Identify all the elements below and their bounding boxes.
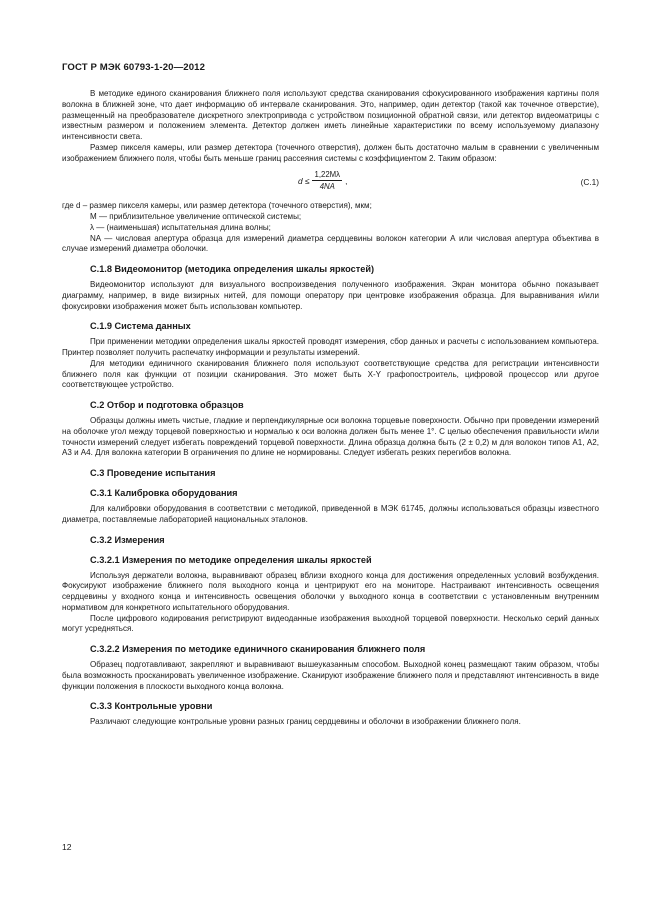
paragraph: Для методики единичного сканирования ближнего поля используют соответствующие средства для регистрации интенсивности ближнего поля как функции от позиции сканирования. Это может быть X-Y графопостроитель, цифровой процессор или другое соответствующее устройство. xyxy=(62,358,599,390)
paragraph: Различают следующие контрольные уровни разных границ сердцевины и оболочки в изображении ближнего поля. xyxy=(90,717,521,727)
paragraph: Для калибровки оборудования в соответствии с методикой, приведенной в МЭК 61745, должны использоваться образцы известного диаметра, поставляемые лабораторией национальных эталонов. xyxy=(62,504,599,524)
section-heading: С.2 Отбор и подготовка образцов xyxy=(90,400,244,410)
formula-denominator: 4NA xyxy=(319,182,335,192)
paragraph: Образец подготавливают, закрепляют и выравнивают вышеуказанным способом. Выходной конец размещают таким образом, чтобы была возможность просканировать увеличенное изображение. Сканируют изображение ближнего поля и представляют интенсивность в виде функции положения в плоскости выходного конца волокна. xyxy=(62,660,599,691)
formula-tail: , xyxy=(345,175,348,186)
paragraph: Размер пикселя камеры, или размер детектора (точечного отверстия), должен быть достаточно малым в сравнении с увеличенным изображением ближнего поля, чтобы быть меньше границ рассеяния системы с коэффициентом 2. Таким образом: xyxy=(62,142,599,163)
section-heading: С.3.2.2 Измерения по методике единичного сканирования ближнего поля xyxy=(90,644,426,654)
paragraph: Используя держатели волокна, выравнивают образец вблизи входного конца для достижения определенных условий возбуждения. Фокусируют изображение ближнего поля выходного конца и центрируют его на мониторе. Настраивают интенсивность освещения сердцевины у входного конца и интенсивность освещения оболочки у выходного конца в соответствии с установленным внутренним нормативом для конкретного испытательного оборудования. xyxy=(62,570,599,612)
formula-number: (С.1) xyxy=(580,177,599,188)
paragraph: Образцы должны иметь чистые, гладкие и перпендикулярные оси волокна торцевые поверхности. Обычно при проведении измерений на оболочке угол между торцевой поверхностью и нормалью к оси волокна должен быть менее 1°. С целью обеспечения правильности и/или точности измерений следует избегать повреждений торцевой поверхности. Длина образца должна быть (2 ± 0,2) м для волокон типов А1, А2, А3 и А4. Для волокна категории В ограничения по длине не нормированы. Следует избегать резких перегибов волокна. xyxy=(62,416,599,458)
section-heading: С.1.8 Видеомонитор (методика определения шкалы яркостей) xyxy=(90,264,375,274)
formula-definitions xyxy=(62,201,599,255)
formula-fraction xyxy=(312,170,342,191)
definition-item: M — приблизительное увеличение оптической системы; xyxy=(90,212,302,221)
running-title: ГОСТ Р МЭК 60793-1-20—2012 xyxy=(62,62,206,73)
section-heading: С.3 Проведение испытания xyxy=(90,468,216,478)
section-heading: С.3.2 Измерения xyxy=(90,534,165,545)
section-heading: С.1.9 Система данных xyxy=(90,321,191,332)
definition-item: λ — (наименьшая) испытательная длина волны; xyxy=(90,222,271,232)
paragraph: После цифрового кодирования регистрируют видеоданные изображения выходной торцевой поверхности. Несколько серий данных могут усредняться. xyxy=(62,613,599,634)
formula-lhs: d ≤ xyxy=(298,175,310,186)
formula-expression xyxy=(298,170,347,191)
section-heading: С.3.2.1 Измерения по методике определения шкалы яркостей xyxy=(90,554,372,565)
section-heading: С.3.3 Контрольные уровни xyxy=(90,701,213,712)
paragraph: Видеомонитор используют для визуального воспроизведения полученного изображения. Экран монитора обычно показывает диаграмму, например, в виде визирных нитей, для помощи оператору при центровке изображения образца. Для выравнивания и/или фокусировки изображения может быть использован компьютер. xyxy=(62,280,599,311)
section-heading: С.3.1 Калибровка оборудования xyxy=(90,488,238,498)
paragraph: При применении методики определения шкалы яркостей проводят измерения, сбор данных и расчеты с использованием компьютера. Принтер позволяет получить распечатку информации и результаты измерений. xyxy=(62,337,599,357)
document-body xyxy=(62,89,599,728)
definition-item: NA — числовая апертура образца для измерений диаметра сердцевины волокон категории А или числовая апертура объектива в случае измерений диаметра оболочки. xyxy=(62,233,599,254)
paragraph: В методике единого сканирования ближнего поля используют средства сканирования сфокусированного изображения картины поля волокна в ближней зоне, что дает информацию об интервале сканирования. Это, например, один детектор (такой как точечное отверстие), размещенный на преобразователе дискретного электропривода с устройством позиционной обратной связи, или детектор видеоматрицы с известным размером и положением элемента. Детектор должен иметь линейные характеристики по всему используемому диапазону интенсивности света. xyxy=(62,89,599,141)
formula-numerator: 1,22Mλ xyxy=(314,170,341,180)
definition-lead: где d – размер пикселя камеры, или размер детектора (точечного отверстия), мкм; xyxy=(62,201,372,211)
formula-c1 xyxy=(62,167,599,197)
page-number: 12 xyxy=(62,842,72,852)
